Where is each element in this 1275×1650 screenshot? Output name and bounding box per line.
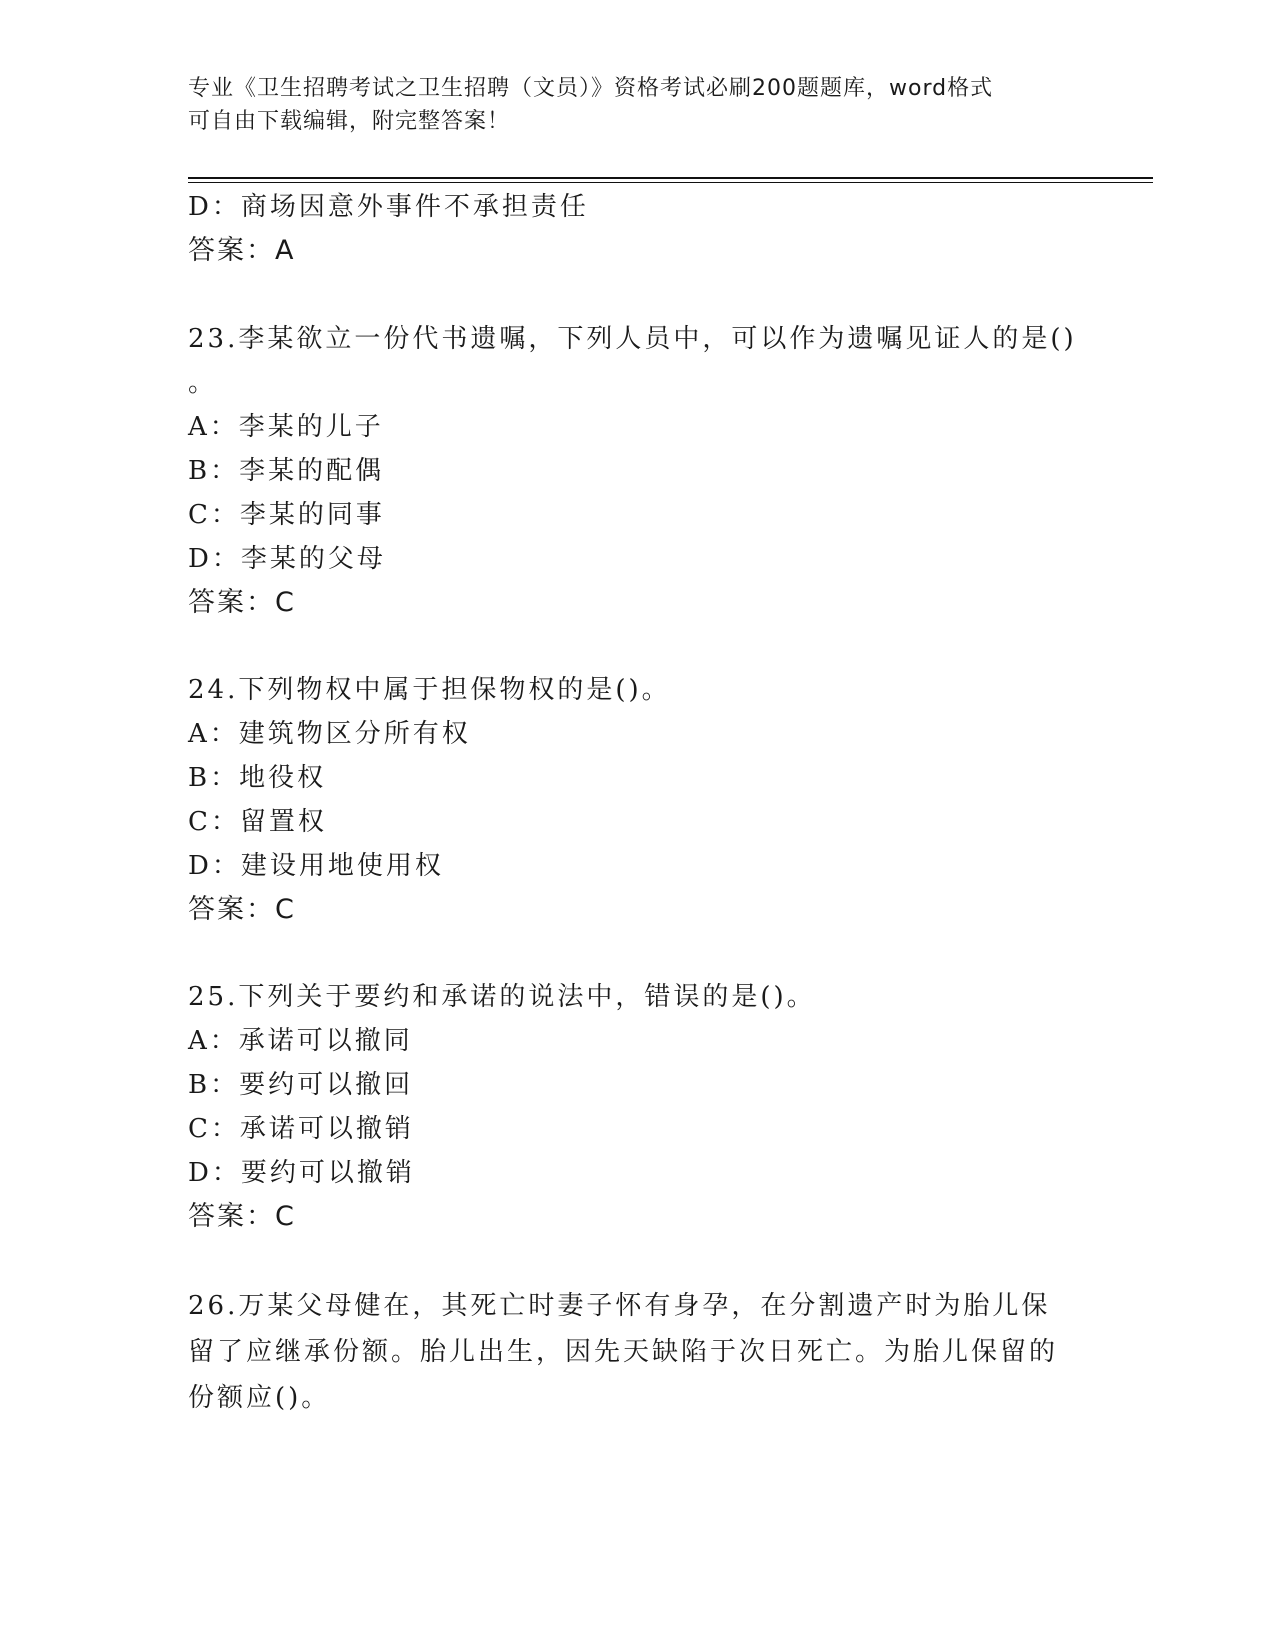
q24-option-a: A：建筑物区分所有权 (188, 719, 471, 749)
q25-answer: 答案：C (188, 1201, 296, 1232)
q25-option-d: D：要约可以撤销 (188, 1158, 415, 1188)
q24-option-d: D：建设用地使用权 (188, 851, 444, 881)
q25-option-b: B：要约可以撤回 (188, 1070, 414, 1100)
q24-answer: 答案：C (188, 894, 296, 925)
q23-stem-line1: 23.李某欲立一份代书遗嘱，下列人员中，可以作为遗嘱见证人的是() (188, 324, 1077, 354)
q24-option-c: C：留置权 (188, 807, 327, 837)
document-header (188, 72, 1068, 138)
q24-stem: 24.下列物权中属于担保物权的是()。 (188, 675, 671, 705)
q23-option-a: A：李某的儿子 (188, 412, 384, 442)
q23-answer: 答案：C (188, 587, 296, 618)
header-rule-thin (188, 182, 1153, 183)
q24-option-b: B：地役权 (188, 763, 327, 793)
q23-option-b: B：李某的配偶 (188, 456, 385, 486)
header-line-2: 可自由下载编辑，附完整答案！ (188, 109, 511, 134)
q25-option-a: A：承诺可以撤同 (188, 1026, 413, 1056)
q23-option-d: D：李某的父母 (188, 544, 386, 574)
q26-stem: 26.万某父母健在，其死亡时妻子怀有身孕，在分割遗产时为胎儿保留了应继承份额。胎儿出生，因先天缺陷于次日死亡。为胎儿保留的份额应()。 (188, 1291, 1059, 1413)
q23-option-c: C：李某的同事 (188, 500, 385, 530)
header-line-1: 专业《卫生招聘考试之卫生招聘（文员）》资格考试必刷200题题库，word格式 (188, 76, 994, 101)
prev-answer: 答案：A (188, 235, 296, 266)
header-rule-thick (188, 177, 1153, 179)
q25-stem: 25.下列关于要约和承诺的说法中，错误的是()。 (188, 982, 816, 1012)
q23-stem-line2: 。 (188, 368, 218, 398)
prev-option-d: D：商场因意外事件不承担责任 (188, 192, 589, 222)
q25-option-c: C：承诺可以撤销 (188, 1114, 414, 1144)
